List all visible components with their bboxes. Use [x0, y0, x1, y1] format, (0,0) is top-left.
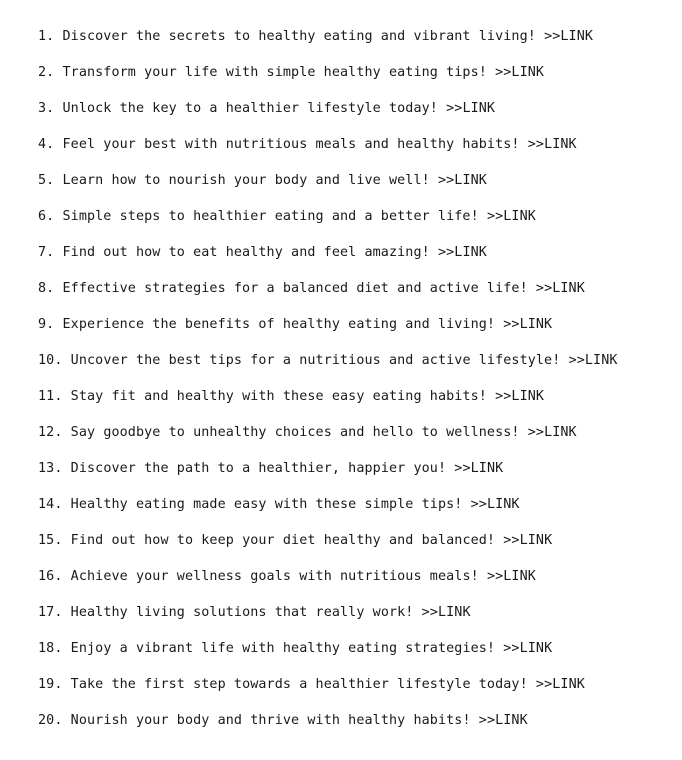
item-link[interactable]: >>LINK — [478, 713, 528, 728]
list-item — [38, 424, 618, 460]
list-item — [38, 280, 618, 316]
list-item — [38, 604, 618, 640]
item-link[interactable]: >>LINK — [535, 281, 585, 296]
item-link[interactable]: >>LINK — [454, 461, 504, 476]
item-text: Feel your best with nutritious meals and healthy habits! — [62, 137, 520, 152]
item-number: 19. — [38, 677, 63, 692]
item-number: 12. — [38, 425, 63, 440]
item-text: Discover the secrets to healthy eating and vibrant living! — [62, 29, 536, 44]
item-text: Find out how to keep your diet healthy and balanced! — [70, 533, 496, 548]
list-item — [38, 712, 618, 748]
item-number: 20. — [38, 713, 63, 728]
list-item — [38, 640, 618, 676]
item-number: 14. — [38, 497, 63, 512]
item-text: Unlock the key to a healthier lifestyle today! — [62, 101, 438, 116]
item-text: Learn how to nourish your body and live well! — [62, 173, 430, 188]
item-text: Transform your life with simple healthy eating tips! — [62, 65, 487, 80]
item-number: 3. — [38, 101, 55, 116]
item-number: 17. — [38, 605, 63, 620]
item-text: Effective strategies for a balanced diet and active life! — [62, 281, 528, 296]
list-item — [38, 676, 618, 712]
list-item — [38, 532, 618, 568]
list-item — [38, 208, 618, 244]
item-link[interactable]: >>LINK — [527, 425, 577, 440]
item-text: Achieve your wellness goals with nutritious meals! — [70, 569, 479, 584]
item-text: Discover the path to a healthier, happier you! — [70, 461, 447, 476]
item-number: 16. — [38, 569, 63, 584]
item-link[interactable]: >>LINK — [486, 209, 536, 224]
item-text: Find out how to eat healthy and feel amazing! — [62, 245, 430, 260]
item-link[interactable]: >>LINK — [503, 317, 553, 332]
item-text: Healthy eating made easy with these simple tips! — [70, 497, 463, 512]
list-item — [38, 388, 618, 424]
item-number: 4. — [38, 137, 55, 152]
item-link[interactable]: >>LINK — [527, 137, 577, 152]
list-item — [38, 460, 618, 496]
item-link[interactable]: >>LINK — [535, 677, 585, 692]
item-text: Take the first step towards a healthier lifestyle today! — [70, 677, 528, 692]
item-number: 2. — [38, 65, 55, 80]
item-link[interactable]: >>LINK — [421, 605, 471, 620]
item-link[interactable]: >>LINK — [503, 641, 553, 656]
list-item — [38, 172, 618, 208]
item-text: Healthy living solutions that really work! — [70, 605, 414, 620]
list-item — [38, 100, 618, 136]
item-number: 10. — [38, 353, 63, 368]
item-link[interactable]: >>LINK — [495, 389, 545, 404]
item-link[interactable]: >>LINK — [437, 245, 487, 260]
list-item — [38, 496, 618, 532]
item-text: Nourish your body and thrive with healthy habits! — [70, 713, 471, 728]
list-item — [38, 568, 618, 604]
item-text: Uncover the best tips for a nutritious and active lifestyle! — [70, 353, 561, 368]
item-text: Stay fit and healthy with these easy eating habits! — [70, 389, 487, 404]
item-link[interactable]: >>LINK — [437, 173, 487, 188]
list-item — [38, 28, 618, 64]
item-number: 13. — [38, 461, 63, 476]
item-link[interactable]: >>LINK — [568, 353, 618, 368]
item-number: 6. — [38, 209, 55, 224]
item-text: Experience the benefits of healthy eating and living! — [62, 317, 496, 332]
item-link[interactable]: >>LINK — [486, 569, 536, 584]
item-number: 15. — [38, 533, 63, 548]
item-link[interactable]: >>LINK — [544, 29, 594, 44]
item-text: Enjoy a vibrant life with healthy eating strategies! — [70, 641, 496, 656]
headline-list — [38, 28, 618, 748]
item-number: 5. — [38, 173, 55, 188]
item-number: 8. — [38, 281, 55, 296]
list-item — [38, 352, 618, 388]
item-link[interactable]: >>LINK — [470, 497, 520, 512]
list-item — [38, 64, 618, 100]
list-item — [38, 244, 618, 280]
item-text: Say goodbye to unhealthy choices and hello to wellness! — [70, 425, 520, 440]
item-link[interactable]: >>LINK — [495, 65, 545, 80]
item-number: 11. — [38, 389, 63, 404]
item-number: 7. — [38, 245, 55, 260]
item-link[interactable]: >>LINK — [446, 101, 496, 116]
list-item — [38, 136, 618, 172]
item-text: Simple steps to healthier eating and a better life! — [62, 209, 479, 224]
item-number: 9. — [38, 317, 55, 332]
list-item — [38, 316, 618, 352]
item-number: 1. — [38, 29, 55, 44]
item-number: 18. — [38, 641, 63, 656]
item-link[interactable]: >>LINK — [503, 533, 553, 548]
